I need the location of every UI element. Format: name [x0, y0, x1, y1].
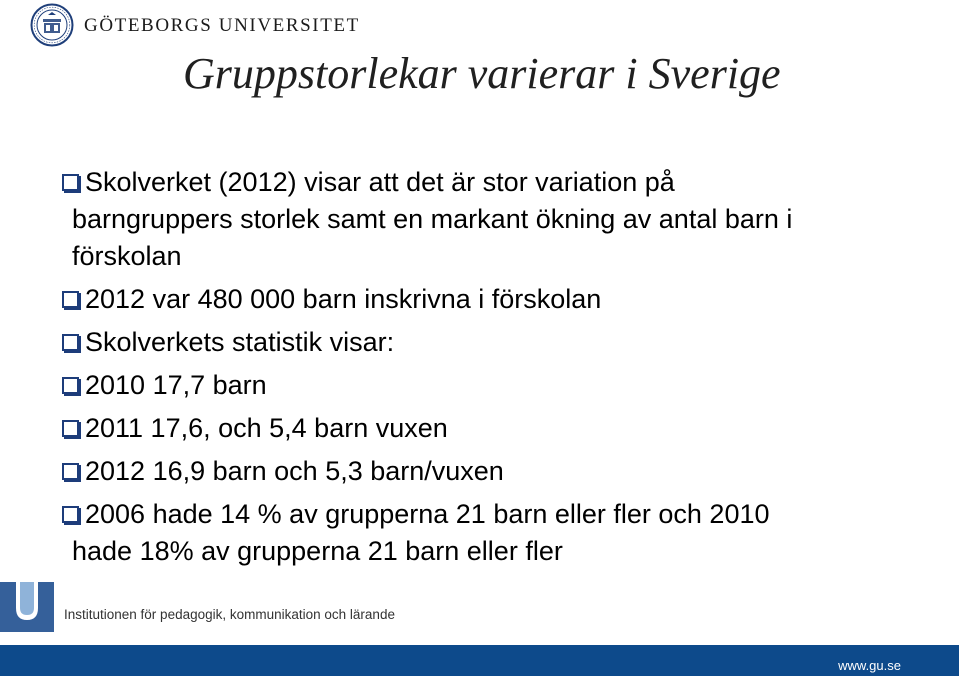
footer-bar: [0, 645, 959, 676]
bullet-text: Skolverkets statistik visar:: [85, 327, 395, 357]
checkbox-bullet-icon: [62, 506, 79, 523]
bullet-text: 2010 17,7 barn: [85, 370, 267, 400]
checkbox-bullet-icon: [62, 463, 79, 480]
header: [30, 2, 360, 48]
university-name: GÖTEBORGS UNIVERSITET: [84, 15, 360, 36]
university-seal-icon: [30, 3, 74, 47]
slide-title: Gruppstorlekar varierar i Sverige: [183, 49, 781, 98]
bullet-item: [62, 410, 942, 447]
bullet-text: 2012 16,9 barn och 5,3 barn/vuxen: [85, 456, 504, 486]
checkbox-bullet-icon: [62, 334, 79, 351]
bullet-item: [62, 164, 942, 275]
department-name: Institutionen för pedagogik, kommunikation och lärande: [64, 607, 395, 622]
bullet-text-continuation: förskolan: [72, 241, 182, 271]
bullet-text: 2011 17,6, och 5,4 barn vuxen: [85, 413, 448, 443]
bullet-text: 2012 var 480 000 barn inskrivna i förskolan: [85, 284, 602, 314]
checkbox-bullet-icon: [62, 377, 79, 394]
bullet-text: Skolverket (2012) visar att det är stor variation på: [85, 167, 675, 197]
checkbox-bullet-icon: [62, 291, 79, 308]
bullet-item: [62, 324, 942, 361]
website-link[interactable]: www.gu.se: [838, 658, 901, 673]
bullet-text: 2006 hade 14 % av grupperna 21 barn eller fler och 2010: [85, 499, 770, 529]
bullet-item: [62, 281, 942, 318]
bullet-item: [62, 453, 942, 490]
bullet-list: [62, 164, 942, 576]
checkbox-bullet-icon: [62, 174, 79, 191]
checkbox-bullet-icon: [62, 420, 79, 437]
gu-logo-icon: [0, 578, 54, 632]
bullet-item: [62, 367, 942, 404]
bullet-text-continuation: hade 18% av grupperna 21 barn eller fler: [72, 536, 563, 566]
bullet-item: [62, 496, 942, 570]
bullet-text-continuation: barngruppers storlek samt en markant ökning av antal barn i: [72, 204, 793, 234]
